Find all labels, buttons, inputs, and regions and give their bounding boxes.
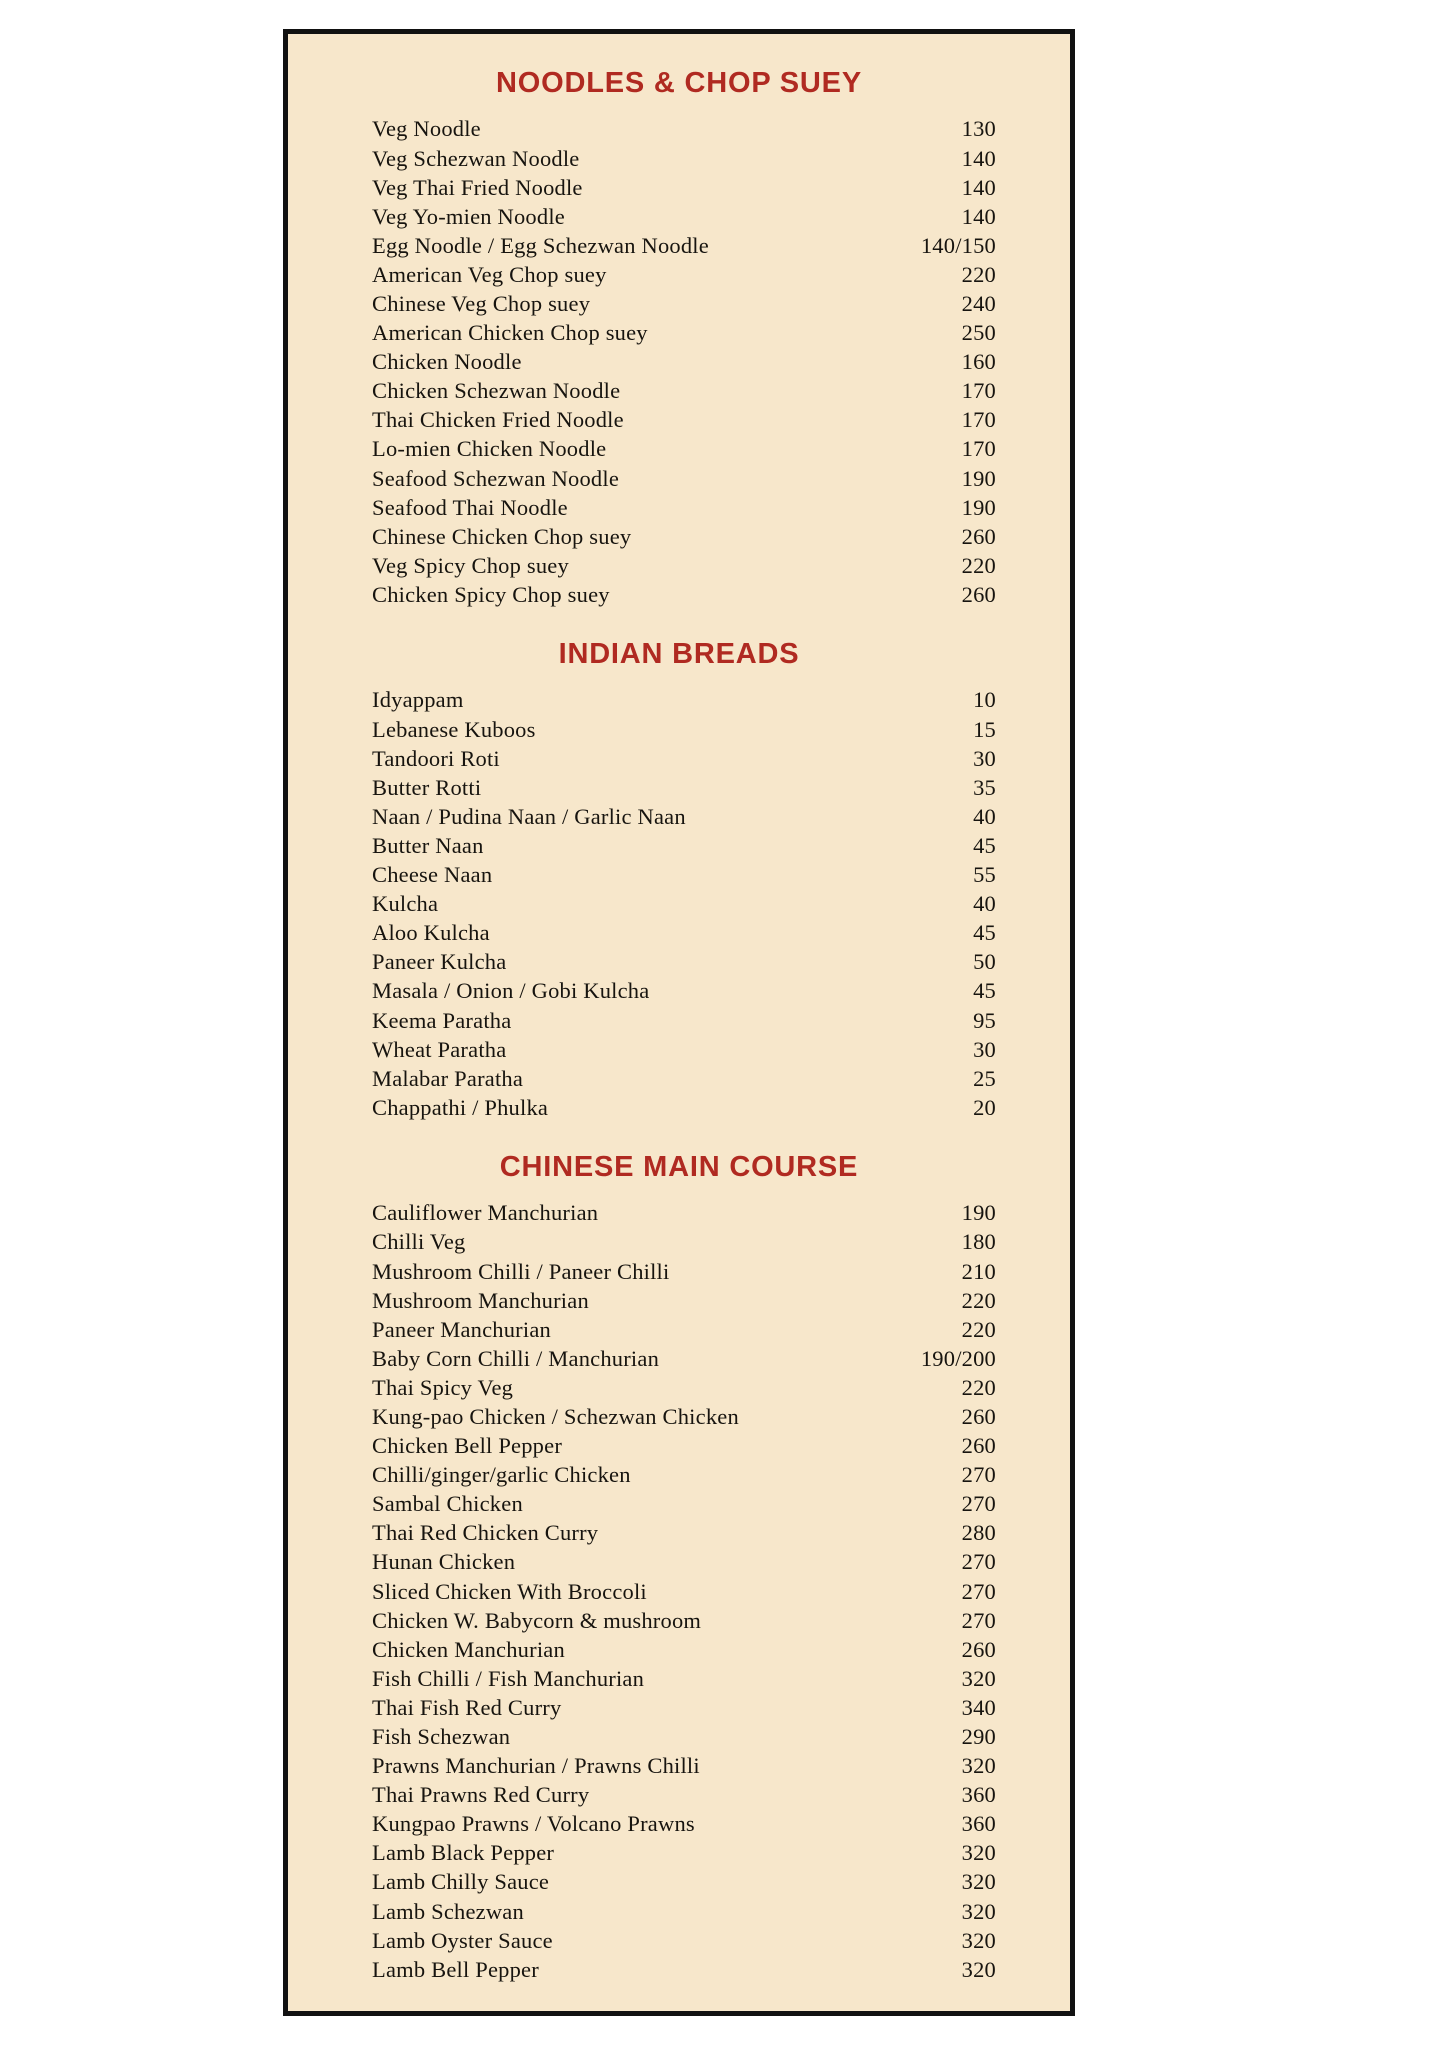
menu-item-price: 210 [961, 1258, 996, 1284]
menu-item-name: Sliced Chicken With Broccoli [372, 1578, 647, 1604]
menu-item-name: Fish Chilli / Fish Manchurian [372, 1665, 645, 1691]
menu-item-price: 140 [961, 174, 996, 200]
menu-item-price: 320 [961, 1956, 996, 1982]
menu-item [340, 1315, 1018, 1344]
menu-item-price: 220 [961, 552, 996, 578]
menu-item-name: Hunan Chicken [372, 1549, 516, 1575]
menu-item-price: 45 [973, 920, 996, 946]
menu-item-price: 320 [961, 1840, 996, 1866]
menu-item-name: Kulcha [372, 891, 439, 917]
menu-item [340, 1198, 1018, 1227]
menu-item-price: 260 [961, 581, 996, 607]
menu-item-name: Chicken Bell Pepper [372, 1433, 563, 1459]
menu-item-name: Cheese Naan [372, 862, 493, 888]
menu-item [340, 405, 1018, 434]
menu-item-name: Malabar Paratha [372, 1065, 524, 1091]
menu-item-price: 55 [973, 862, 996, 888]
menu-item-name: Keema Paratha [372, 1007, 512, 1033]
menu-item-price: 360 [961, 1811, 996, 1837]
menu-item-price: 280 [961, 1520, 996, 1546]
menu-item-price: 270 [961, 1462, 996, 1488]
menu-item [340, 1373, 1018, 1402]
menu-item-name: American Veg Chop suey [372, 261, 607, 287]
menu-item-name: Masala / Onion / Gobi Kulcha [372, 978, 650, 1004]
menu-item-name: Kungpao Prawns / Volcano Prawns [372, 1811, 695, 1837]
menu-item [340, 773, 1018, 802]
menu-item-price: 30 [973, 1036, 996, 1062]
menu-item-name: Seafood Thai Noodle [372, 494, 568, 520]
section-title: CHINESE MAIN COURSE [499, 1150, 859, 1183]
menu-item [340, 260, 1018, 289]
menu-item [340, 1431, 1018, 1460]
menu-item [340, 918, 1018, 947]
menu-item [340, 715, 1018, 744]
menu-item-name: Seafood Schezwan Noodle [372, 465, 620, 491]
menu-item-name: Chinese Veg Chop suey [372, 291, 591, 316]
menu-item-name: Thai Spicy Veg [372, 1374, 514, 1400]
menu-item-name: Lamb Black Pepper [372, 1840, 555, 1866]
menu-item-price: 270 [961, 1607, 996, 1633]
menu-item [340, 744, 1018, 773]
menu-item [340, 1867, 1018, 1896]
menu-item [340, 347, 1018, 376]
menu-section [340, 68, 1018, 609]
menu-item [340, 464, 1018, 493]
menu-item-list [340, 1198, 1018, 1984]
menu-item [340, 202, 1018, 231]
menu-item-name: Lamb Schezwan [372, 1898, 524, 1924]
menu-item-price: 260 [961, 1403, 996, 1429]
menu-item [340, 231, 1018, 260]
menu-item [340, 1344, 1018, 1373]
menu-item [340, 434, 1018, 463]
menu-item-price: 40 [973, 803, 996, 829]
menu-item-price: 25 [973, 1065, 996, 1091]
menu-item-price: 260 [961, 1433, 996, 1459]
menu-item [340, 1809, 1018, 1838]
menu-item [340, 1722, 1018, 1751]
menu-item-name: Lamb Bell Pepper [372, 1956, 539, 1982]
menu-content [288, 34, 1070, 2011]
menu-item [340, 1635, 1018, 1664]
menu-item-name: Cauliflower Manchurian [372, 1200, 599, 1226]
menu-item-name: Baby Corn Chilli / Manchurian [372, 1345, 660, 1371]
menu-item [340, 1006, 1018, 1035]
menu-item-name: Chicken Manchurian [372, 1636, 565, 1662]
menu-item-price: 140 [961, 203, 996, 229]
menu-item [340, 1577, 1018, 1606]
menu-item-price: 190/200 [920, 1345, 996, 1371]
section-title: NOODLES & CHOP SUEY [496, 67, 862, 99]
menu-item [340, 1693, 1018, 1722]
menu-item [340, 173, 1018, 202]
menu-item-price: 170 [961, 436, 996, 462]
menu-item-name: Paneer Manchurian [372, 1316, 551, 1342]
menu-item-name: Chicken W. Babycorn & mushroom [372, 1607, 702, 1633]
menu-item-price: 35 [973, 774, 996, 800]
menu-item [340, 1460, 1018, 1489]
menu-item-name: Veg Thai Fried Noodle [372, 174, 583, 200]
menu-item-name: Fish Schezwan [372, 1724, 511, 1749]
menu-item-price: 190 [961, 494, 996, 520]
menu-item-price: 170 [961, 378, 996, 404]
menu-item-name: Mushroom Manchurian [372, 1287, 589, 1313]
menu-item [340, 1227, 1018, 1256]
menu-item-price: 95 [973, 1007, 996, 1033]
menu-item-name: Sambal Chicken [372, 1491, 523, 1517]
menu-item-name: Chicken Spicy Chop suey [372, 581, 610, 607]
menu-item-price: 45 [973, 832, 996, 858]
menu-item-price: 240 [961, 291, 996, 316]
menu-section [340, 639, 1018, 1122]
menu-page [283, 29, 1075, 2016]
menu-item-name: Kung-pao Chicken / Schezwan Chicken [372, 1403, 739, 1429]
menu-item-price: 190 [961, 1200, 996, 1226]
menu-item-price: 270 [961, 1549, 996, 1575]
menu-item [340, 1257, 1018, 1286]
menu-item-price: 270 [961, 1578, 996, 1604]
menu-item-name: Butter Naan [372, 832, 484, 858]
menu-item-name: Thai Fish Red Curry [372, 1694, 562, 1720]
menu-item-name: Chinese Chicken Chop suey [372, 523, 632, 549]
menu-item-name: Chilli Veg [372, 1229, 466, 1255]
menu-item [340, 1064, 1018, 1093]
menu-item-price: 260 [961, 1636, 996, 1662]
menu-item [340, 889, 1018, 918]
menu-item [340, 580, 1018, 609]
menu-item [340, 947, 1018, 976]
menu-item-list [340, 685, 1018, 1121]
menu-item-name: Aloo Kulcha [372, 920, 490, 946]
menu-item [340, 1780, 1018, 1809]
menu-item [340, 1838, 1018, 1867]
menu-item [340, 1093, 1018, 1122]
menu-item-name: Thai Prawns Red Curry [372, 1782, 590, 1808]
menu-item [340, 831, 1018, 860]
menu-item-name: Chappathi / Phulka [372, 1094, 549, 1120]
menu-item-name: Veg Spicy Chop suey [372, 552, 569, 578]
menu-item-name: Paneer Kulcha [372, 949, 507, 975]
menu-item-price: 140 [961, 145, 996, 171]
menu-item-name: Chilli/ginger/garlic Chicken [372, 1462, 631, 1488]
menu-item-price: 190 [961, 465, 996, 491]
menu-item [340, 1955, 1018, 1984]
menu-item-name: Lamb Chilly Sauce [372, 1869, 550, 1895]
menu-item-price: 320 [961, 1898, 996, 1924]
menu-item [340, 1402, 1018, 1431]
menu-item-name: Thai Chicken Fried Noodle [372, 407, 624, 433]
menu-item-price: 20 [973, 1094, 996, 1120]
menu-item [340, 493, 1018, 522]
menu-item-price: 180 [961, 1229, 996, 1255]
menu-item-name: Tandoori Roti [372, 745, 500, 771]
menu-item-price: 10 [973, 687, 996, 713]
menu-item-price: 360 [961, 1782, 996, 1808]
menu-item [340, 802, 1018, 831]
menu-item-price: 160 [961, 349, 996, 375]
menu-item-price: 140/150 [920, 232, 996, 258]
menu-item-price: 220 [961, 1287, 996, 1313]
menu-item [340, 376, 1018, 405]
menu-item [340, 976, 1018, 1005]
menu-item [340, 114, 1018, 143]
menu-item-name: Lebanese Kuboos [372, 716, 536, 742]
menu-item-price: 250 [961, 320, 996, 346]
menu-item-name: Chicken Schezwan Noodle [372, 378, 621, 404]
menu-item-name: Idyappam [372, 687, 464, 713]
menu-item-name: Lamb Oyster Sauce [372, 1927, 553, 1953]
menu-item-name: Prawns Manchurian / Prawns Chilli [372, 1753, 700, 1779]
menu-item [340, 1751, 1018, 1780]
menu-item [340, 1518, 1018, 1547]
menu-item-list [340, 114, 1018, 609]
menu-item-name: Butter Rotti [372, 774, 482, 800]
menu-item [340, 1035, 1018, 1064]
menu-section [340, 1152, 1018, 1984]
menu-item-price: 220 [961, 1316, 996, 1342]
menu-item-name: Naan / Pudina Naan / Garlic Naan [372, 803, 686, 829]
menu-item-price: 270 [961, 1491, 996, 1517]
menu-item-name: Chicken Noodle [372, 349, 522, 375]
menu-item-name: Egg Noodle / Egg Schezwan Noodle [372, 232, 709, 258]
menu-item-name: American Chicken Chop suey [372, 320, 648, 346]
menu-item [340, 1286, 1018, 1315]
menu-item [340, 1547, 1018, 1576]
menu-item [340, 289, 1018, 318]
menu-item-price: 220 [961, 261, 996, 287]
menu-item-price: 320 [961, 1665, 996, 1691]
menu-item-price: 30 [973, 745, 996, 771]
menu-item [340, 551, 1018, 580]
menu-item-price: 15 [973, 716, 996, 742]
menu-item-price: 40 [973, 891, 996, 917]
menu-item-name: Veg Yo-mien Noodle [372, 203, 565, 229]
menu-item-name: Veg Noodle [372, 116, 481, 142]
menu-item-price: 130 [961, 116, 996, 142]
menu-item-price: 340 [961, 1694, 996, 1720]
menu-item-name: Wheat Paratha [372, 1036, 507, 1062]
menu-item [340, 1926, 1018, 1955]
menu-item [340, 860, 1018, 889]
menu-item-price: 45 [973, 978, 996, 1004]
menu-item-name: Veg Schezwan Noodle [372, 145, 580, 171]
menu-item-name: Mushroom Chilli / Paneer Chilli [372, 1258, 670, 1284]
menu-item-price: 320 [961, 1753, 996, 1779]
menu-item [340, 318, 1018, 347]
menu-item [340, 685, 1018, 714]
menu-item-price: 290 [961, 1724, 996, 1749]
menu-item-price: 320 [961, 1927, 996, 1953]
menu-item [340, 522, 1018, 551]
menu-item-price: 170 [961, 407, 996, 433]
section-title: INDIAN BREADS [558, 638, 800, 671]
menu-item-price: 320 [961, 1869, 996, 1895]
menu-item [340, 1489, 1018, 1518]
menu-item [340, 1606, 1018, 1635]
menu-item [340, 1897, 1018, 1926]
menu-item-name: Thai Red Chicken Curry [372, 1520, 599, 1546]
menu-item-price: 50 [973, 949, 996, 975]
menu-item [340, 1664, 1018, 1693]
menu-item-price: 220 [961, 1374, 996, 1400]
menu-item [340, 144, 1018, 173]
menu-item-price: 260 [961, 523, 996, 549]
menu-item-name: Lo-mien Chicken Noodle [372, 436, 607, 462]
